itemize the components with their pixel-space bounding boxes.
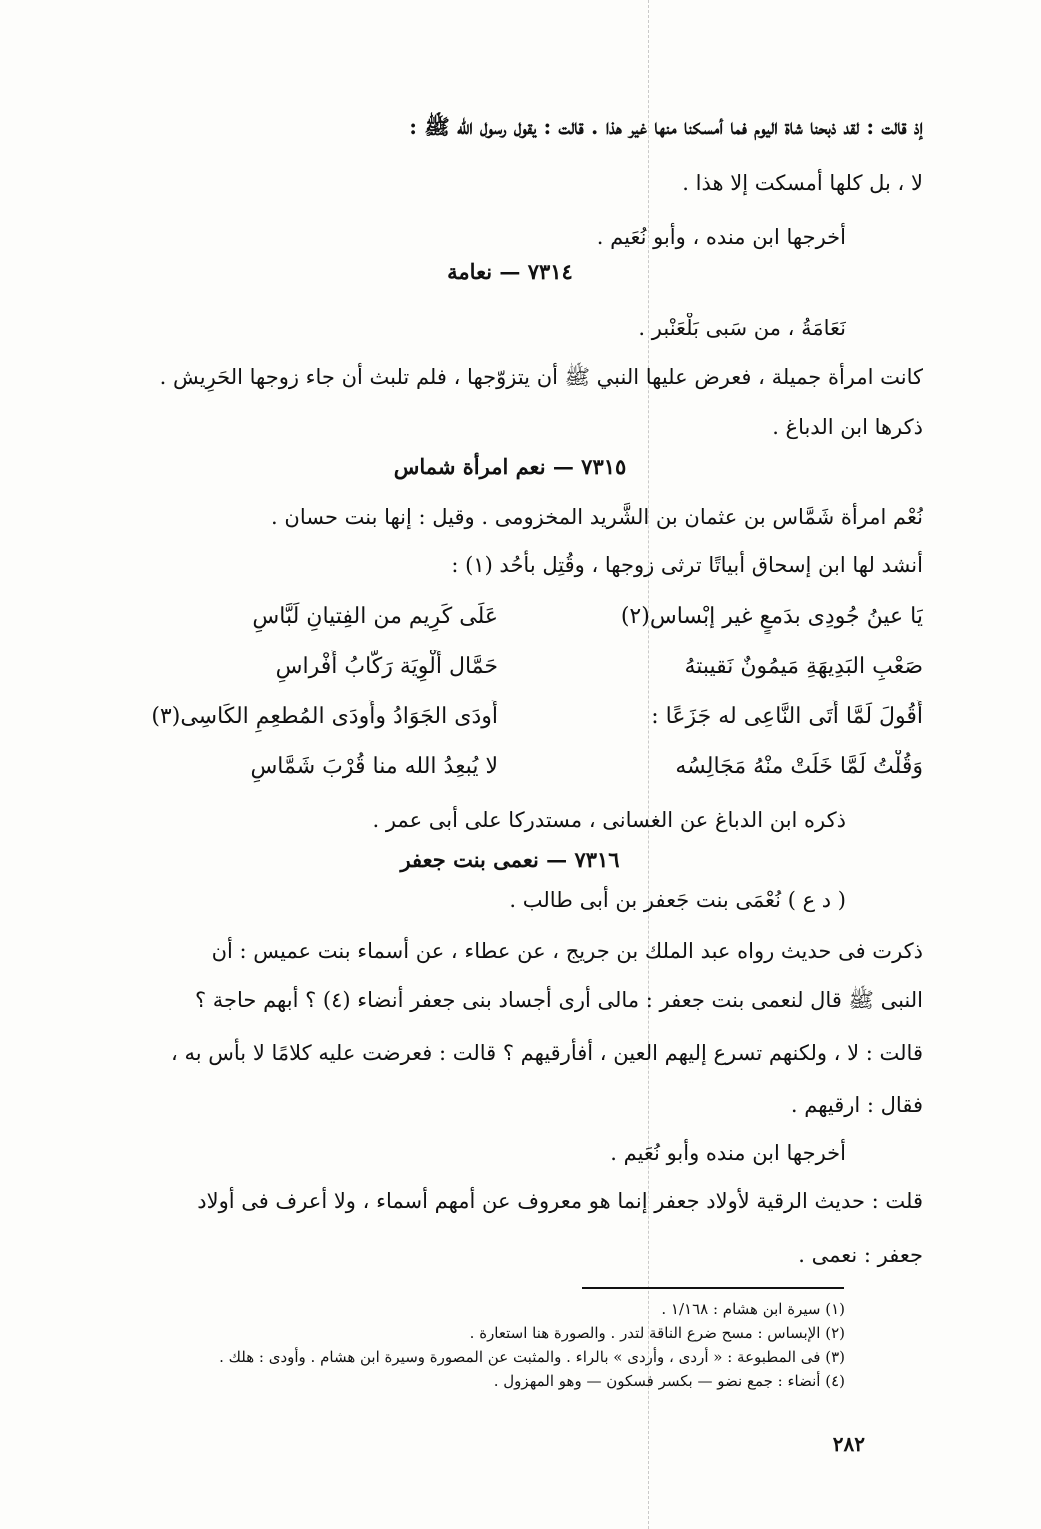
poem-verse xyxy=(93,700,923,734)
footnote: (٢) الإبساس : مسح ضرع الناقة لتدر . والصورة هنا استعارة . xyxy=(469,1324,845,1342)
entry-source: ذكره ابن الدباغ عن الغسانى ، مستدركا على أبى عمر . xyxy=(372,808,846,832)
text-line: أخرجها ابن منده ، وأبو نُعَيم . xyxy=(596,225,846,249)
entry-name: ( د ع ) نُعْمَى بنت جَعفر بن أبى طالب . xyxy=(509,888,846,912)
footnote-separator xyxy=(582,1287,844,1289)
verse-second-hemistich: أَودَى الجَوَادُ وأَودَى المُطعِمِ الكَاسِى(٣) xyxy=(151,704,498,729)
entry-intro: أنشد لها ابن إسحاق أبياتًا ترثى زوجها ، وقُتِل بأُحُد (١) : xyxy=(451,553,923,577)
footnote: (٤) أنضاء : جمع نضو — بكسر فسكون — وهو المهزول . xyxy=(493,1372,845,1390)
paragraph-line: فقال : ارقيهم . xyxy=(790,1093,923,1117)
verse-second-hemistich: حَمَّال أَلْوِيَة رَكَّابُ أَفْراسِ xyxy=(275,654,498,679)
footnote: (١) سيرة ابن هشام : ١/١٦٨ . xyxy=(661,1300,845,1318)
entry-heading: ٧٣١٤ — نعامة xyxy=(447,259,573,284)
poem-verse xyxy=(93,600,923,634)
verse-first-hemistich: وَقُلْتُ لَمَّا خَلَتْ منْهُ مَجَالِسُه xyxy=(675,754,923,779)
entry-source: أخرجها ابن منده وأبو نُعَيم . xyxy=(610,1141,846,1165)
entry-source: ذكرها ابن الدباغ . xyxy=(772,415,923,439)
paragraph-line: قالت : لا ، ولكنهم تسرع إليهم العين ، أفأرقيهم ؟ قالت : فعرضت عليه كلامًا لا بأس به ، xyxy=(171,1041,923,1065)
verse-first-hemistich: أَقُولَ لَمَّا أَتَى النَّاعِى له جَزَعًا : xyxy=(651,704,923,729)
verse-first-hemistich: صَعْبِ البَدِيهَةِ مَيمُونٌ نَقيبتهُ xyxy=(684,654,923,679)
entry-heading: ٧٣١٥ — نعم امرأة شماس xyxy=(393,454,627,479)
verse-second-hemistich: لا يُبعِدُ الله منا قُرْبَ شَمَّاسِ xyxy=(250,754,498,779)
poem-verse xyxy=(93,650,923,684)
text-line: لا ، بل كلها أمسكت إلا هذا . xyxy=(682,171,923,195)
footnote: (٣) فى المطبوعة : « أردى ، وأردى » بالراء . والمثبت عن المصورة وسيرة ابن هشام . وأودى : هلك . xyxy=(219,1348,845,1366)
note-line: جعفر : نعمى . xyxy=(798,1243,923,1267)
text-line: إذ قالت : لقد ذبحنا شاة اليوم فما أمسكنا منها غير هذا . قالت : يقول رسول الله ﷺ : xyxy=(409,114,923,139)
paragraph-line: النبى ﷺ قال لنعمى بنت جعفر : مالى أرى أجساد بنى جعفر أنضاء (٤) ؟ أبهم حاجة ؟ xyxy=(194,988,923,1012)
entry-name: نَعَامَةُ ، من سَبى بَلْعَنْبر . xyxy=(638,316,846,340)
entry-heading: ٧٣١٦ — نعمى بنت جعفر xyxy=(400,847,620,872)
poem-verse xyxy=(93,750,923,784)
note-line: قلت : حديث الرقية لأولاد جعفر إنما هو معروف عن أمهم أسماء ، ولا أعرف فى أولاد xyxy=(197,1189,923,1213)
verse-second-hemistich: عَلَى كَرِيم من الفِتيانِ لَبَّاسِ xyxy=(252,604,498,629)
page-number: ٢٨٢ xyxy=(832,1432,865,1456)
verse-first-hemistich: يَا عينُ جُودِى بدَمعٍ غير إبْساس(٢) xyxy=(620,604,923,629)
entry-name: نُعْم امرأة شَمَّاس بن عثمان بن الشَّريد المخزومى . وقيل : إنها بنت حسان . xyxy=(271,505,923,529)
entry-text: كانت امرأة جميلة ، فعرض عليها النبي ﷺ أن يتزوّجها ، فلم تلبث أن جاء زوجها الحَرِيش . xyxy=(159,365,923,389)
paragraph-line: ذكرت فى حديث رواه عبد الملك بن جريج ، عن عطاء ، عن أسماء بنت عميس : أن xyxy=(211,939,923,963)
